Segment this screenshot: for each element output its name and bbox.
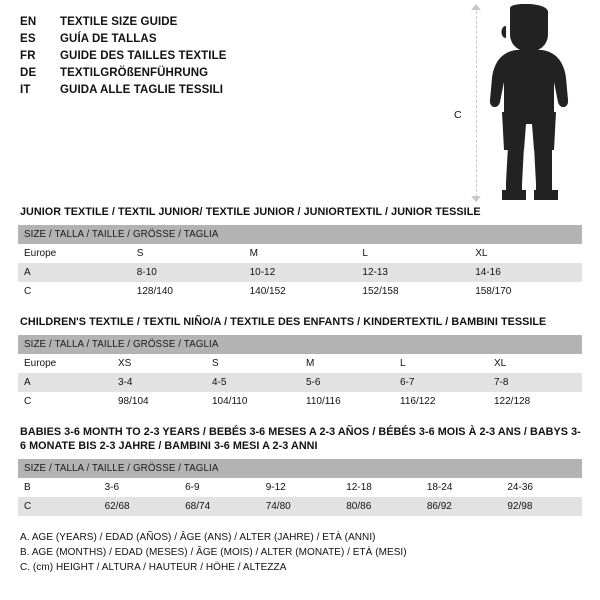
cell: 92/98: [501, 497, 582, 516]
cell: 6-9: [179, 478, 260, 497]
cell: 110/116: [300, 392, 394, 411]
cell: 8-10: [131, 263, 244, 282]
table-row: [18, 497, 582, 516]
row-label: Europe: [18, 354, 112, 373]
row-label: A: [18, 373, 112, 392]
row-label: Europe: [18, 244, 131, 263]
toddler-silhouette-icon: [470, 4, 590, 204]
cell: 24-36: [501, 478, 582, 497]
cell: 9-12: [260, 478, 341, 497]
cell: L: [394, 354, 488, 373]
cell: 80/86: [340, 497, 421, 516]
language-title: GUIDE DES TAILLES TEXTILE: [60, 50, 227, 62]
cell: 122/128: [488, 392, 582, 411]
table-row: [18, 392, 582, 411]
cell: 98/104: [112, 392, 206, 411]
row-label: C: [18, 282, 131, 301]
cell: 10-12: [244, 263, 357, 282]
cell: 116/122: [394, 392, 488, 411]
table-header-label: SIZE / TALLA / TAILLE / GRÖSSE / TAGLIA: [18, 459, 582, 478]
cell: 3-4: [112, 373, 206, 392]
language-code: IT: [20, 84, 31, 96]
row-label: C: [18, 497, 99, 516]
height-measure-label: C: [454, 109, 462, 121]
cell: 140/152: [244, 282, 357, 301]
cell: 18-24: [421, 478, 502, 497]
language-title: TEXTILE SIZE GUIDE: [60, 16, 178, 28]
cell: 104/110: [206, 392, 300, 411]
language-title: GUÍA DE TALLAS: [60, 33, 157, 45]
language-title: TEXTILGRÖßENFÜHRUNG: [60, 67, 209, 79]
cell: 158/170: [469, 282, 582, 301]
language-title: GUIDA ALLE TAGLIE TESSILI: [60, 84, 224, 96]
section-children: [18, 315, 582, 411]
cell: 152/158: [356, 282, 469, 301]
legend: [20, 530, 582, 575]
cell: 7-8: [488, 373, 582, 392]
cell: 6-7: [394, 373, 488, 392]
children-size-table: [18, 335, 582, 411]
legend-item: B. AGE (MONTHS) / EDAD (MESES) / ÂGE (MOIS) / ALTER (MONATE) / ETÀ (MESI): [20, 547, 407, 558]
cell: 68/74: [179, 497, 260, 516]
cell: 12-18: [340, 478, 421, 497]
table-header-row: [18, 459, 582, 478]
cell: 5-6: [300, 373, 394, 392]
cell: M: [244, 244, 357, 263]
cell: XS: [112, 354, 206, 373]
cell: 14-16: [469, 263, 582, 282]
table-header-row: [18, 335, 582, 354]
cell: 3-6: [99, 478, 180, 497]
cell: M: [300, 354, 394, 373]
table-row: [18, 282, 582, 301]
cell: 4-5: [206, 373, 300, 392]
language-code: EN: [20, 16, 37, 28]
cell: S: [206, 354, 300, 373]
cell: XL: [469, 244, 582, 263]
table-header-label: SIZE / TALLA / TAILLE / GRÖSSE / TAGLIA: [18, 225, 582, 244]
table-header-row: [18, 225, 582, 244]
cell: XL: [488, 354, 582, 373]
cell: 12-13: [356, 263, 469, 282]
measurement-figure: [430, 4, 590, 204]
junior-size-table: [18, 225, 582, 301]
table-row: [18, 373, 582, 392]
table-row: [18, 354, 582, 373]
table-header-label: SIZE / TALLA / TAILLE / GRÖSSE / TAGLIA: [18, 335, 582, 354]
babies-size-table: [18, 459, 582, 516]
row-label: A: [18, 263, 131, 282]
cell: 74/80: [260, 497, 341, 516]
section-title: CHILDREN'S TEXTILE / TEXTIL NIÑO/A / TEXTILE DES ENFANTS / KINDERTEXTIL / BAMBINI TESSILE: [20, 316, 547, 328]
table-row: [18, 263, 582, 282]
legend-item: A. AGE (YEARS) / EDAD (AÑOS) / ÂGE (ANS) / ALTER (JAHRE) / ETÀ (ANNI): [20, 532, 376, 543]
language-code: ES: [20, 33, 36, 45]
language-code: FR: [20, 50, 36, 62]
section-babies: [18, 425, 582, 516]
legend-item: C. (cm) HEIGHT / ALTURA / HAUTEUR / HÖHE / ALTEZZA: [20, 562, 287, 573]
table-row: [18, 478, 582, 497]
cell: 128/140: [131, 282, 244, 301]
section-title: BABIES 3-6 MONTH TO 2-3 YEARS / BEBÉS 3-6 MESES A 2-3 AÑOS / BÉBÉS 3-6 MOIS À 2-3 ANS / BABYS 3-6 MONATE BIS 2-3 JAHRE / BAMBINI 3-6 MESI A 2-3 ANNI: [20, 426, 581, 452]
cell: L: [356, 244, 469, 263]
table-row: [18, 244, 582, 263]
cell: 62/68: [99, 497, 180, 516]
cell: S: [131, 244, 244, 263]
cell: 86/92: [421, 497, 502, 516]
row-label: C: [18, 392, 112, 411]
section-junior: [18, 205, 582, 301]
row-label: B: [18, 478, 99, 497]
language-code: DE: [20, 67, 37, 79]
section-title: JUNIOR TEXTILE / TEXTIL JUNIOR/ TEXTILE JUNIOR / JUNIORTEXTIL / JUNIOR TESSILE: [20, 206, 481, 218]
